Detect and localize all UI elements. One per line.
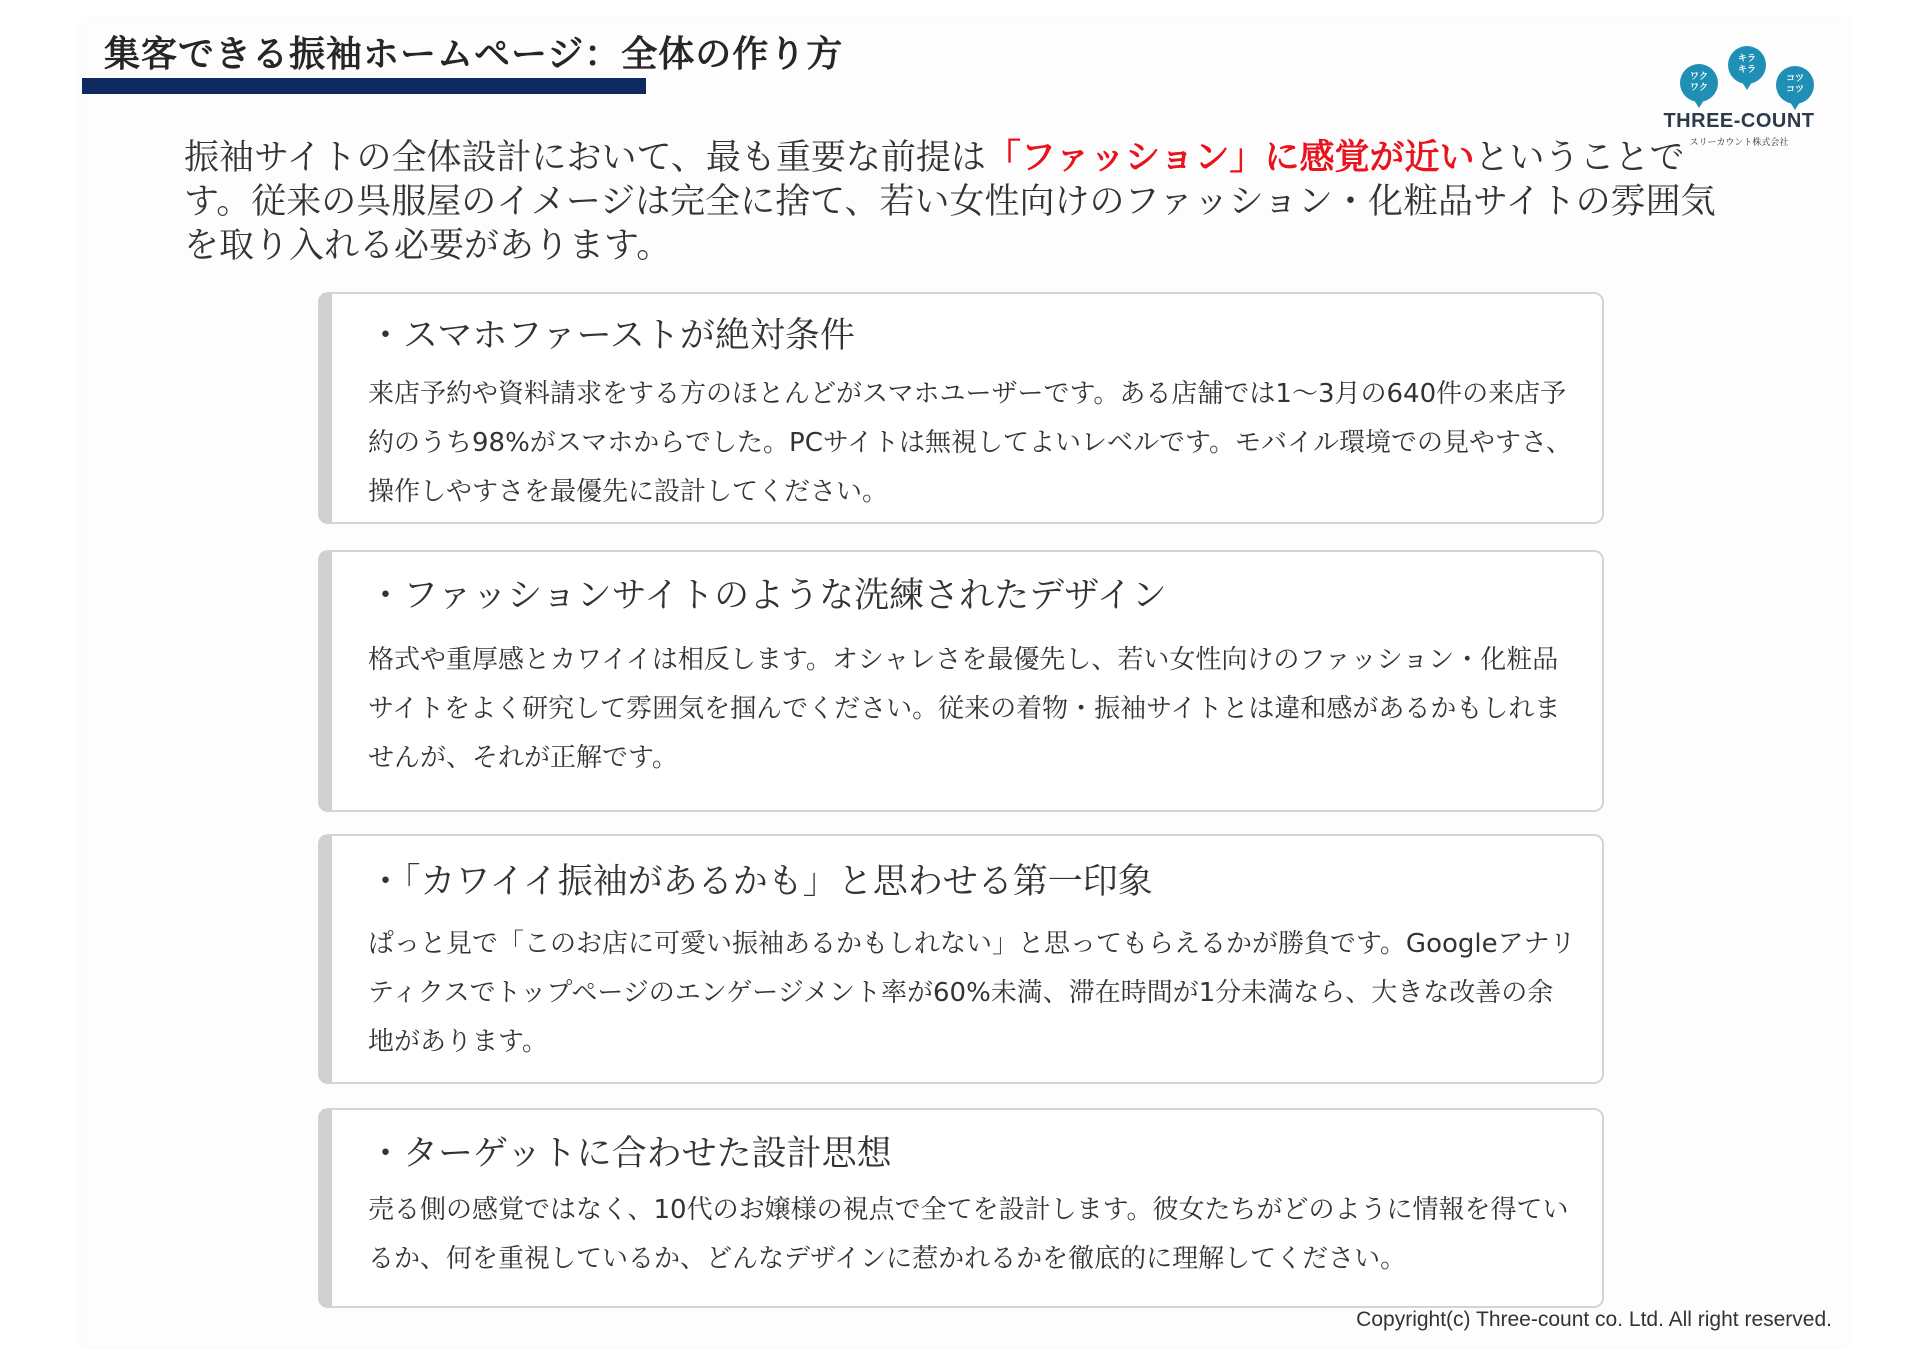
logo-bubble-wakuwaku: ワク ワク bbox=[1680, 64, 1718, 102]
card-body: 格式や重厚感とカワイイは相反します。オシャレさを最優先し、若い女性向けのファッション・化粧品サイトをよく研究して雰囲気を掴んでください。従来の着物・振袖サイトとは違和感があるかもしれませんが、それが正解です。 bbox=[368, 645, 1561, 773]
logo-bubble-kirakira: キラ キラ bbox=[1728, 46, 1766, 84]
intro-text-before: 振袖サイトの全体設計において、最も重要な前提は bbox=[184, 138, 986, 178]
logo-subtitle: スリーカウント株式会社 bbox=[1689, 138, 1789, 148]
intro-text-after: ということです。従来の呉服屋のイメージは完全に捨て、若い女性向けのファッション・化粧品サイトの雰囲気を取り入れる必要があります。 bbox=[184, 138, 1716, 266]
card-body: ぱっと見で「このお店に可愛い振袖あるかもしれない」と思ってもらえるかが勝負です。Googleアナリティクスでトップページのエンゲージメント率が60%未満、滞在時間が1分未満なら、大きな改善の余地があります。 bbox=[368, 929, 1576, 1057]
company-logo bbox=[1654, 40, 1824, 150]
title-underline-bar bbox=[82, 78, 646, 94]
card-title: ・ターゲットに合わせた設計思想 bbox=[368, 1134, 892, 1174]
page-title: 集客できる振袖ホームページ：全体の作り方 bbox=[104, 34, 844, 75]
card-fashion-design bbox=[318, 550, 1604, 812]
logo-bubble-kotsukotsu: コツ コツ bbox=[1776, 66, 1814, 104]
card-body: 来店予約や資料請求をする方のほとんどがスマホユーザーです。ある店舗では1～3月の640件の来店予約のうち98%がスマホからでした。PCサイトは無視してよいレベルです。モバイル環境での見やすさ、操作しやすさを最優先に設計してください。 bbox=[368, 379, 1572, 507]
intro-highlight: 「ファッション」に感覚が近い bbox=[985, 138, 1475, 178]
card-title: ・ファッションサイトのような洗練されたデザイン bbox=[368, 576, 1167, 616]
intro-paragraph bbox=[184, 136, 1744, 268]
card-smartphone-first bbox=[318, 292, 1604, 524]
card-title: ・「カワイイ振袖があるかも」と思わせる第一印象 bbox=[368, 862, 1153, 902]
card-body: 売る側の感覚ではなく、10代のお嬢様の視点で全てを設計します。彼女たちがどのように情報を得ているか、何を重視しているか、どんなデザインに惹かれるかを徹底的に理解してください。 bbox=[368, 1195, 1569, 1274]
copyright-notice: Copyright(c) Three-count co. Ltd. All right reserved. bbox=[1356, 1308, 1832, 1331]
logo-name: THREE-COUNT bbox=[1663, 110, 1815, 132]
card-title: ・スマホファーストが絶対条件 bbox=[368, 316, 855, 356]
card-first-impression bbox=[318, 834, 1604, 1084]
card-target-design bbox=[318, 1108, 1604, 1308]
